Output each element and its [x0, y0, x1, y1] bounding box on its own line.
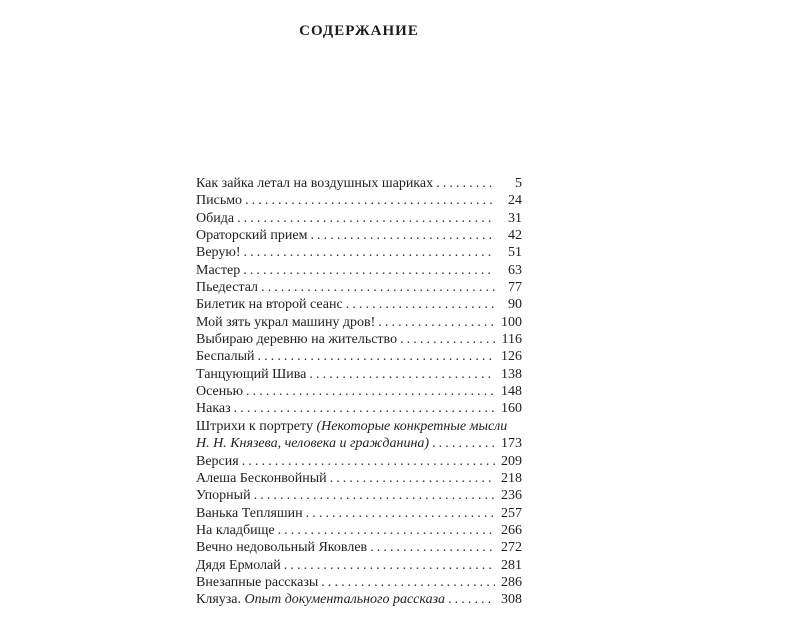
dot-leader	[432, 435, 495, 452]
toc-entry-title: Кляуза.	[196, 592, 245, 608]
dot-leader	[346, 296, 495, 313]
toc-entry-title: Ораторский прием	[196, 228, 308, 244]
toc-entry	[196, 453, 522, 470]
dot-leader	[243, 262, 495, 279]
page-number: 286	[501, 574, 522, 590]
dot-leader	[309, 366, 495, 383]
toc-entry-title: Внезапные рассказы	[196, 574, 319, 590]
page-number: 90	[508, 297, 522, 313]
dot-leader	[448, 591, 495, 608]
toc-entry-title: Ванька Тепляшин	[196, 505, 303, 521]
toc-entry	[196, 262, 522, 279]
toc-entry-title: Билетик на второй сеанс	[196, 297, 343, 313]
table-of-contents	[196, 175, 522, 609]
toc-entry-subtitle: Опыт документального рассказа	[244, 592, 446, 608]
dot-leader	[330, 470, 495, 487]
page-number: 160	[501, 401, 522, 417]
toc-entry-title: Штрихи к портрету	[196, 418, 317, 434]
toc-entry	[196, 366, 522, 383]
toc-entry	[196, 227, 522, 244]
page-number: 173	[501, 436, 522, 452]
page-number: 148	[501, 384, 522, 400]
dot-leader	[254, 487, 495, 504]
toc-entry-title: Верую!	[196, 245, 241, 261]
toc-entry-title: Письмо	[196, 193, 243, 209]
toc-entry-title: Мой зять украл машину дров!	[196, 314, 376, 330]
page-number: 42	[508, 228, 522, 244]
toc-entry-title: Пьедестал	[196, 280, 259, 296]
page-title: СОДЕРЖАНИЕ	[299, 23, 419, 39]
toc-entry	[196, 331, 522, 348]
toc-entry	[196, 175, 522, 192]
toc-entry	[196, 314, 522, 331]
dot-leader	[378, 314, 495, 331]
toc-entry-title: Выбираю деревню на жительство	[196, 332, 398, 348]
toc-entry-title: Алеша Бесконвойный	[196, 470, 327, 486]
toc-entry	[196, 244, 522, 261]
toc-entry	[196, 435, 522, 452]
toc-entry	[196, 348, 522, 365]
page-number: 236	[501, 488, 522, 504]
dot-leader	[400, 331, 495, 348]
dot-leader	[246, 383, 495, 400]
dot-leader	[234, 400, 495, 417]
page-number: 218	[501, 470, 522, 486]
page-number: 24	[508, 193, 522, 209]
dot-leader	[310, 227, 495, 244]
toc-entry-title: На кладбище	[196, 522, 275, 538]
dot-leader	[436, 175, 495, 192]
toc-entry	[196, 296, 522, 313]
toc-entry-title: Дядя Ермолай	[196, 557, 281, 573]
toc-entry	[196, 505, 522, 522]
toc-entry-title: Обида	[196, 210, 235, 226]
dot-leader	[370, 539, 495, 556]
dot-leader	[258, 348, 495, 365]
dot-leader	[284, 557, 495, 574]
dot-leader	[237, 210, 495, 227]
page-number: 77	[508, 280, 522, 296]
toc-entry-title: Беспалый	[196, 349, 255, 365]
dot-leader	[321, 574, 495, 591]
page-number: 281	[501, 557, 522, 573]
page-number: 126	[501, 349, 522, 365]
page-number: 63	[508, 262, 522, 278]
toc-entry-title: Упорный	[196, 488, 251, 504]
page-number: 5	[515, 176, 522, 191]
dot-leader	[261, 279, 495, 296]
toc-entry	[196, 470, 522, 487]
toc-entry	[196, 591, 522, 608]
toc-entry-title: Мастер	[196, 262, 241, 278]
dot-leader	[278, 522, 495, 539]
page-number: 209	[501, 453, 522, 469]
toc-entry-title: Вечно недовольный Яковлев	[196, 540, 368, 556]
page-number: 257	[501, 505, 522, 521]
page-number: 51	[508, 245, 522, 261]
page-number: 266	[501, 522, 522, 538]
toc-entry	[196, 383, 522, 400]
toc-entry-title: Как зайка летал на воздушных шариках	[196, 176, 434, 191]
page-number: 116	[501, 332, 522, 348]
toc-entry	[196, 418, 522, 435]
toc-entry	[196, 210, 522, 227]
toc-entry-title: Наказ	[196, 401, 231, 417]
toc-entry-title: Версия	[196, 453, 239, 469]
toc-entry	[196, 539, 522, 556]
toc-entry	[196, 400, 522, 417]
dot-leader	[242, 453, 495, 470]
dot-leader	[306, 505, 495, 522]
toc-entry	[196, 522, 522, 539]
page-number: 31	[508, 210, 522, 226]
toc-entry	[196, 557, 522, 574]
dot-leader	[244, 244, 496, 261]
toc-entry	[196, 192, 522, 209]
page-number: 100	[501, 314, 522, 330]
toc-entry	[196, 279, 522, 296]
toc-entry-subtitle: Н. Н. Князева, человека и гражданина)	[196, 436, 430, 452]
page-number: 272	[501, 540, 522, 556]
toc-entry	[196, 574, 522, 591]
page-number: 138	[501, 366, 522, 382]
toc-entry-title: Танцующий Шива	[196, 366, 307, 382]
toc-entry-title: Осенью	[196, 384, 244, 400]
page-number: 308	[501, 592, 522, 608]
toc-entry-subtitle: (Некоторые конкретные мысли	[316, 418, 508, 434]
toc-entry	[196, 487, 522, 504]
dot-leader	[245, 192, 495, 209]
